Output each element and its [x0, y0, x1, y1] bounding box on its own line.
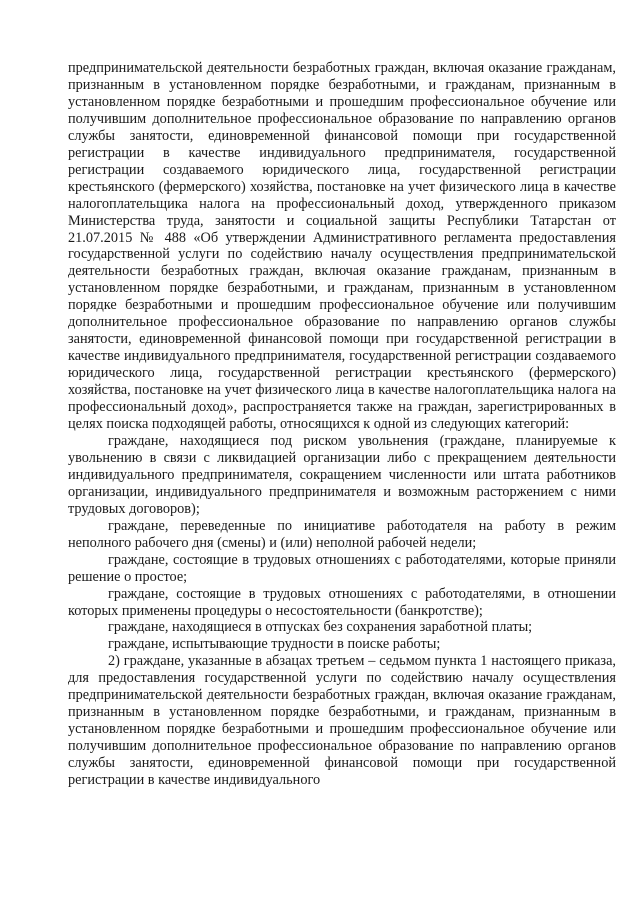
paragraph-category-job-search-difficulty: граждане, испытывающие трудности в поиске работы; [108, 636, 441, 653]
paragraph-category-part-time: граждане, переведенные по инициативе работодателя на работу в режим неполного рабочего дня (смены) и (или) неполной рабочей недели; [68, 517, 616, 551]
paragraph-intro: предпринимательской деятельности безработных граждан, включая оказание гражданам, признанным в установленном порядке безработными, и гражданам, признанным в установленном порядке безработными и прошедшим профессиональное обучение или получившим дополнительное профессиональное образование по направлению органов службы занятости, единовременной финансовой помощи при государственной регистрации в качестве индивидуального предпринимателя, государственной регистрации создаваемого юридического лица, государственной регистрации крестьянского (фермерского) хозяйства, постановке на учет физического лица в качестве налогоплательщика налога на профессиональный доход, утвержденного приказом Министерства труда, занятости и социальной защиты Республики Татарстан от 21.07.2015 № 488 «Об утверждении Административного регламента предоставления государственной услуги по содействию началу осуществления предпринимательской деятельности безработных граждан, включая оказание гражданам, признанным в установленном порядке безработными, и гражданам, признанным в установленном порядке безработными и прошедшим профессиональное обучение или получившим дополнительное профессиональное образование по направлению органов службы занятости, единовременной финансовой помощи при государственной регистрации в качестве индивидуального предпринимателя, государственной регистрации создаваемого юридического лица, государственной регистрации крестьянского (фермерского) хозяйства, постановке на учет физического лица в качестве налогоплательщика налога на профессиональный доход», распространяется также на граждан, зарегистрированных в целях поиска подходящей работы, относящихся к одной из следующих категорий: [68, 60, 616, 433]
paragraph-item-2: 2) граждане, указанные в абзацах третьем – седьмом пункта 1 настоящего приказа, для предоставления государственной услуги по содействию началу осуществления предпринимательской деятельности безработных граждан, включая оказание гражданам, признанным в установленном порядке безработными, и гражданам, признанным в установленном порядке безработными и прошедшим профессиональное обучение или получившим дополнительное профессиональное образование по направлению органов службы занятости, единовременной финансовой помощи при государственной регистрации в качестве индивидуального [68, 653, 616, 789]
paragraph-category-unpaid-leave: граждане, находящиеся в отпусках без сохранения заработной платы; [108, 619, 533, 636]
paragraph-category-layoff-risk: граждане, находящиеся под риском увольнения (граждане, планируемые к увольнению в связи с ликвидацией организации либо с прекращением деятельности индивидуального предпринимателя, сокращением численности или штата работников организации, индивидуального предпринимателя и возможным расторжением с ними трудовых договоров); [68, 432, 616, 517]
paragraph-category-bankruptcy: граждане, состоящие в трудовых отношениях с работодателями, в отношении которых применены процедуры о несостоятельности (банкротстве); [68, 585, 616, 619]
paragraph-category-downtime: граждане, состоящие в трудовых отношениях с работодателями, которые приняли решение о простое; [68, 551, 616, 585]
document-page [68, 60, 616, 789]
